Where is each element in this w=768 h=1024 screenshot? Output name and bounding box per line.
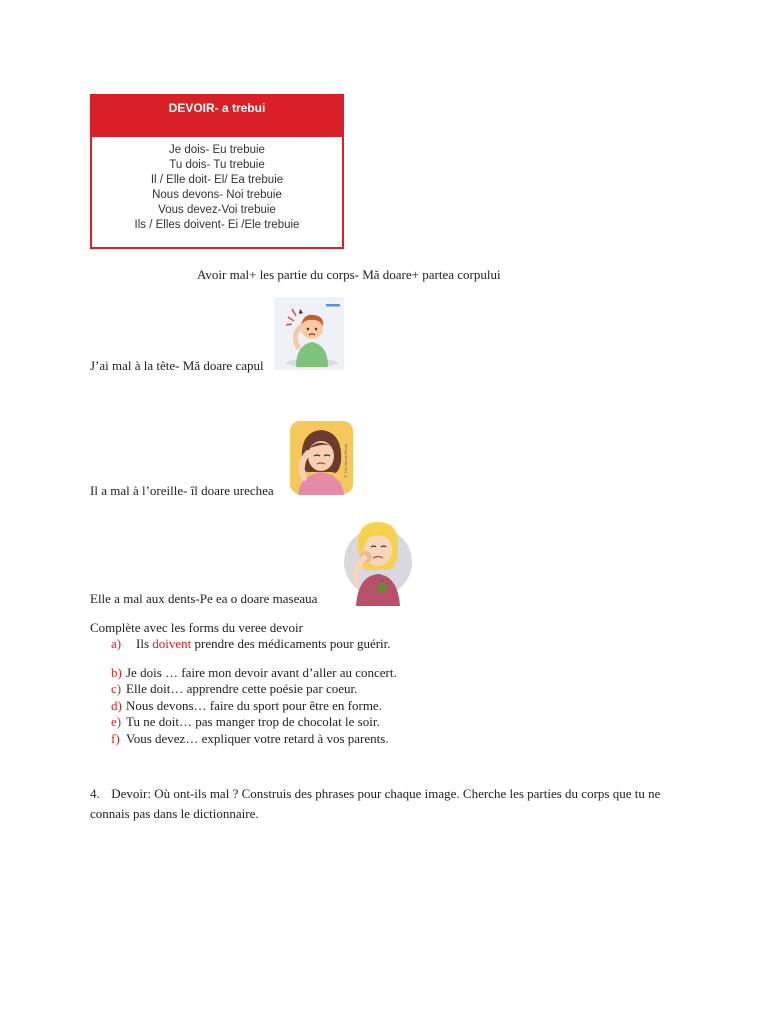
item-text: Elle doit… apprendre cette poésie par coeur. bbox=[126, 681, 358, 696]
exercise-item-f bbox=[90, 731, 397, 748]
conjugation-title: DEVOIR- a trebui bbox=[90, 94, 344, 138]
headache-boy-image bbox=[274, 297, 344, 370]
conjugation-line: Nous devons- Noi trebuie bbox=[152, 189, 282, 201]
exercise-item-a bbox=[90, 636, 397, 653]
conjugation-body bbox=[90, 137, 344, 249]
conjugation-line: Je dois- Eu trebuie bbox=[169, 144, 265, 156]
item-marker: c) bbox=[111, 681, 122, 696]
item-marker: e) bbox=[111, 714, 122, 729]
exercise-spacer bbox=[90, 653, 397, 665]
example-sentence-earache: Il a mal à l’oreille- îl doare urechea bbox=[90, 483, 274, 498]
item-marker: a) bbox=[111, 636, 122, 651]
item-text-before: Ils bbox=[136, 636, 153, 651]
example-sentence-headache: J’ai mal à la tête- Mă doare capul bbox=[90, 358, 264, 373]
earache-girl-image bbox=[288, 420, 356, 495]
item-answer: doivent bbox=[152, 636, 192, 651]
conjugation-lines bbox=[92, 143, 342, 233]
exercise-section bbox=[90, 620, 397, 747]
example-sentence-toothache: Elle a mal aux dents-Pe ea o doare maseaua bbox=[90, 591, 318, 606]
item-marker: f) bbox=[111, 730, 120, 746]
conjugation-line: Il / Elle doit- El/ Ea trebuie bbox=[150, 174, 284, 186]
homework-paragraph bbox=[90, 784, 690, 824]
item-marker: b) bbox=[111, 664, 122, 680]
conjugation-table bbox=[90, 94, 344, 249]
exercise-item-e bbox=[90, 714, 397, 731]
exercise-item-b bbox=[90, 665, 397, 682]
exercise-list bbox=[90, 636, 397, 747]
conjugation-line: Vous devez-Voi trebuie bbox=[158, 204, 276, 216]
exercise-item-d bbox=[90, 698, 397, 715]
section-subtitle: Avoir mal+ les partie du corps- Mă doare+ partea corpului bbox=[197, 267, 501, 282]
image-caption: © Can Stock Photo bbox=[344, 443, 348, 478]
item-marker: d) bbox=[111, 697, 122, 713]
homework-text: Devoir: Où ont-ils mal ? Construis des phrases pour chaque image. Cherche les parties du corps que tu ne connais pas dans le dictionnaire. bbox=[90, 786, 661, 821]
item-text: Je dois … faire mon devoir avant d’aller au concert. bbox=[126, 664, 397, 680]
item-text: Tu ne doit… pas manger trop de chocolat le soir. bbox=[126, 714, 380, 729]
conjugation-line: Tu dois- Tu trebuie bbox=[169, 159, 265, 171]
homework-number: 4. bbox=[90, 786, 100, 801]
exercise-item-c bbox=[90, 681, 397, 698]
exercise-title: Complète avec les forms du veree devoir bbox=[90, 620, 303, 635]
toothache-girl-image bbox=[336, 514, 420, 606]
item-text: Nous devons… faire du sport pour être en forme. bbox=[126, 697, 382, 713]
conjugation-line: Ils / Elles doivent- Ei /Ele trebuie bbox=[134, 219, 300, 231]
item-text-after: prendre des médicaments pour guérir. bbox=[191, 636, 391, 651]
item-text: Vous devez… expliquer votre retard à vos parents. bbox=[126, 730, 389, 746]
